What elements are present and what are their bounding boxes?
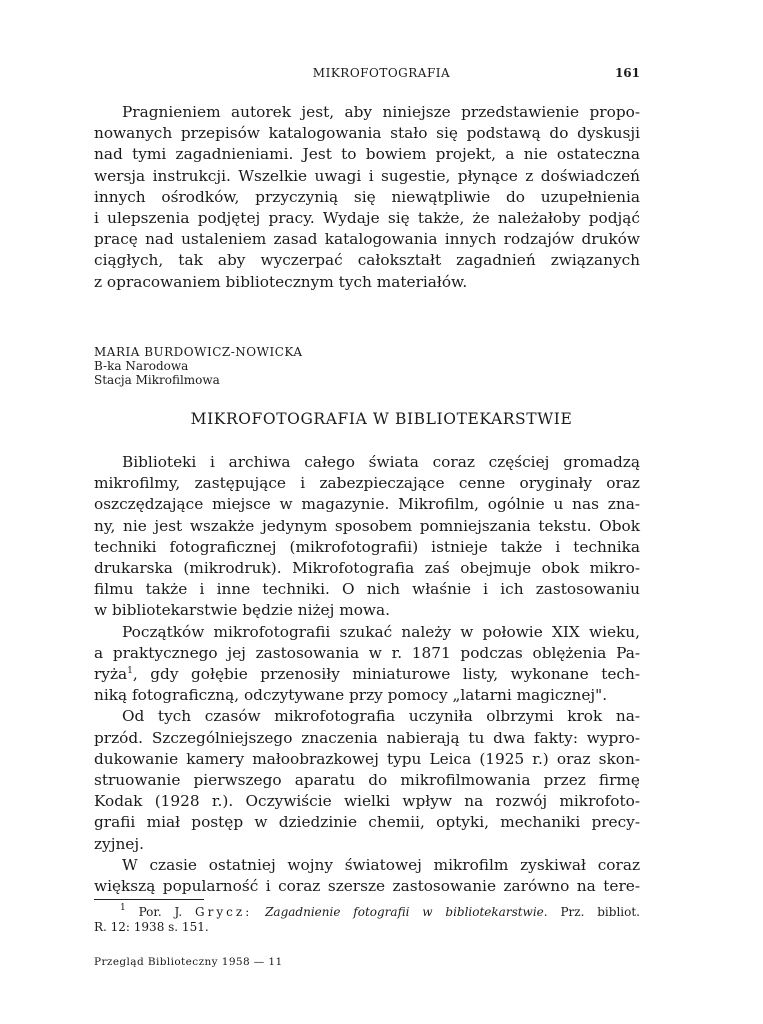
body-paragraph-2 (94, 622, 640, 707)
text-line: filmu także i inne techniki. O nich właśnie i ich zastosowaniu (94, 580, 640, 599)
text-line: wersja instrukcji. Wszelkie uwagi i sugestie, płynące z doświadczeń (94, 166, 640, 185)
text-line: nowanych przepisów katalogowania stało się podstawą do dyskusji (94, 124, 640, 143)
page-number: 161 (614, 66, 640, 80)
text-line: nad tymi zagadnieniami. Jest to bowiem projekt, a nie ostateczna (94, 145, 640, 164)
body-paragraph-4 (94, 855, 640, 897)
footnote-source: Prz. bibliot. (560, 905, 640, 919)
text-line (94, 664, 640, 685)
text-line: przód. Szczególniejszego znaczenia nabierają tu dwa fakty: wypro- (94, 728, 640, 747)
text-line: dukowanie kamery małoobrazkowej typu Leica (1925 r.) oraz skon- (94, 749, 640, 768)
text-line: grafii miał postęp w dziedzinie chemii, optyki, mechaniki precy- (94, 813, 640, 832)
text-line: a praktycznego jej zastosowania w r. 1871 podczas oblężenia Pa- (94, 643, 640, 662)
section-title: MIKROFOTOGRAFIA W BIBLIOTEKARSTWIE (190, 410, 573, 428)
author-block (94, 345, 303, 387)
journal-footer: Przegląd Biblioteczny 1958 — 11 (94, 956, 283, 968)
text-line: Od tych czasów mikrofotografia uczyniła olbrzymi krok na- (122, 707, 640, 726)
text-line: pracę nad ustaleniem zasad katalogowania innych rodzajów druków (94, 230, 640, 249)
footnote-line (94, 905, 640, 920)
body-paragraph-1 (94, 452, 640, 622)
text-line: większą popularność i coraz szersze zastosowanie zarówno na tere- (94, 877, 640, 895)
running-title: MIKROFOTOGRAFIA (312, 66, 451, 80)
text-line: Kodak (1928 r.). Oczywiście wielki wpływ na rozwój mikrofoto- (94, 792, 640, 811)
author-name: MARIA BURDOWICZ-NOWICKA (94, 345, 303, 359)
text-line: i ulepszenia podjętej pracy. Wydaje się także, że należałoby podjąć (94, 209, 640, 228)
text-line: ny, nie jest wszakże jedynym sposobem pomniejszania tekstu. Obok (94, 516, 640, 535)
text-line: techniki fotograficznej (mikrofotografii) istnieje także i technika (94, 537, 640, 556)
text-line: Początków mikrofotografii szukać należy w połowie XIX wieku, (122, 622, 640, 641)
footnote-reference: 1 (127, 666, 133, 676)
footnote-marker: 1 (120, 903, 126, 913)
text-line: drukarska (mikrodruk). Mikrofotografia zaś obejmuje obok mikro- (94, 559, 640, 578)
text-line: oszczędzające miejsce w magazynie. Mikrofilm, ogólnie u nas zna- (94, 495, 640, 514)
footnote-author: Grycz: (195, 905, 253, 919)
text-fragment: ryża (94, 665, 128, 683)
footnote-divider (94, 899, 204, 900)
text-line: Biblioteki i archiwa całego świata coraz częściej gromadzą (122, 453, 640, 471)
footnote-prefix: Por. J. (138, 905, 183, 919)
author-department: Stacja Mikrofilmowa (94, 373, 220, 387)
text-line: mikrofilmy, zastępujące i zabezpieczające cenne oryginały oraz (94, 474, 640, 493)
text-line: z opracowaniem bibliotecznym tych materiałów. (94, 272, 468, 291)
text-line: niką fotograficzną, odczytywane przy pomocy „latarni magicznej". (94, 686, 608, 705)
text-line: w bibliotekarstwie będzie niżej mowa. (94, 601, 390, 620)
footnote-title: Zagadnienie fotografii w bibliotekarstwie. (265, 905, 548, 919)
text-line: Pragnieniem autorek jest, aby niniejsze przedstawienie propo- (122, 103, 640, 121)
text-line: ciągłych, tak aby wyczerpać całokształt zagadnień związanych (94, 251, 640, 270)
text-line: W czasie ostatniej wojny światowej mikrofilm zyskiwał coraz (122, 855, 640, 874)
body-paragraph-3 (94, 706, 640, 854)
footnote-line: R. 12: 1938 s. 151. (94, 919, 209, 934)
intro-paragraph (94, 102, 640, 293)
footnote (94, 905, 640, 934)
text-line: struowanie pierwszego aparatu do mikrofilmowania przez firmę (94, 771, 640, 789)
text-fragment: , gdy gołębie przenosiły miniaturowe listy, wykonane tech- (132, 665, 640, 683)
author-institution: B-ka Narodowa (94, 359, 189, 373)
text-line: zyjnej. (94, 834, 144, 853)
text-line: innych ośrodków, przyczynią się niewątpliwie do uzupełnienia (94, 187, 640, 206)
